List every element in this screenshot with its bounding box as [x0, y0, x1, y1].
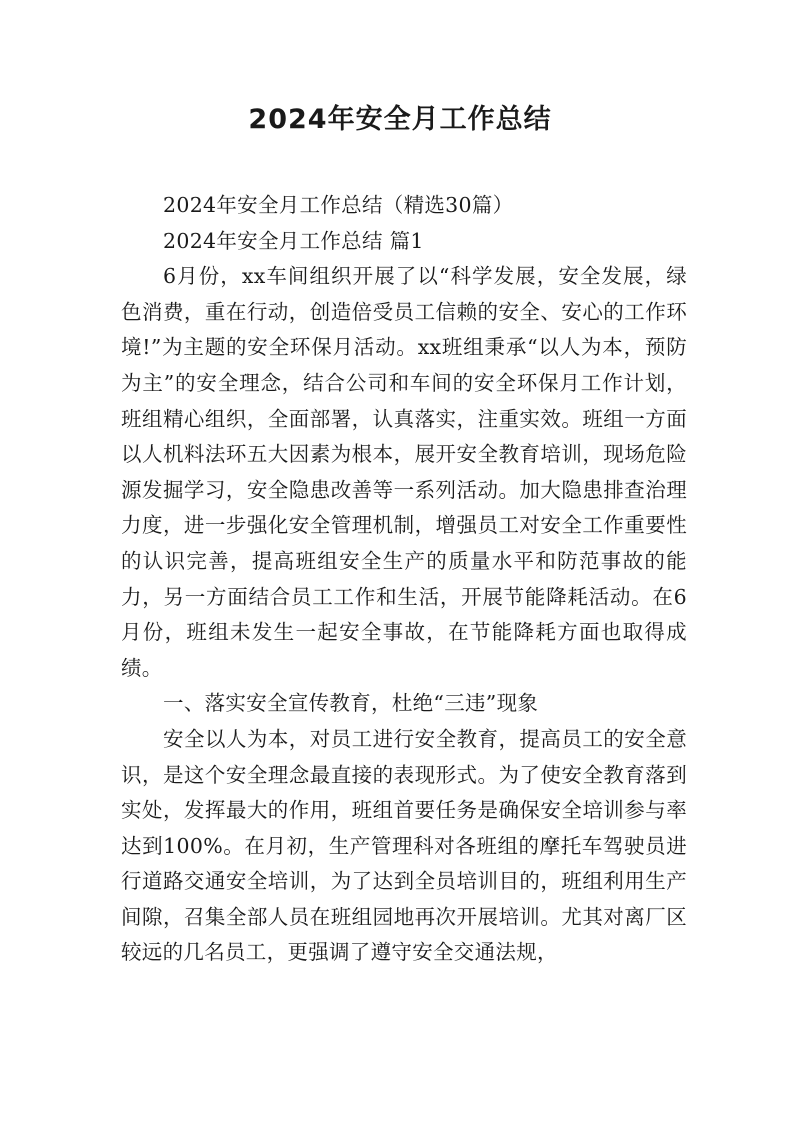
document-body: [121, 188, 687, 971]
article-heading: 2024年安全月工作总结 篇1: [163, 228, 424, 253]
body-paragraph: 6月份，xx车间组织开展了以“科学发展，安全发展，绿色消费，重在行动，创造倍受员工信赖的安全、安心的工作环境!”为主题的安全环保月活动。xx班组秉承“以人为本，预防为主”的安全理念，结合公司和车间的安全环保月工作计划，班组精心组织，全面部署，认真落实，注重实效。班组一方面以人机料法环五大因素为根本，展开安全教育培训，现场危险源发掘学习，安全隐患改善等一系列活动。加大隐患排查治理力度，进一步强化安全管理机制，增强员工对安全工作重要性的认识完善，提高班组安全生产的质量水平和防范事故的能力，另一方面结合员工工作和生活，开展节能降耗活动。在6月份，班组未发生一起安全事故，在节能降耗方面也取得成绩。: [121, 264, 687, 680]
document-title: 2024年安全月工作总结: [248, 104, 552, 135]
body-paragraph: 安全以人为本，对员工进行安全教育，提高员工的安全意识，是这个安全理念最直接的表现形式。为了使安全教育落到实处，发挥最大的作用，班组首要任务是确保安全培训参与率达到100%。在月初，生产管理科对各班组的摩托车驾驶员进行道路交通安全培训，为了达到全员培训目的，班组利用生产间隙，召集全部人员在班组园地再次开展培训。尤其对离厂区较远的几名员工，更强调了遵守安全交通法规，: [121, 726, 687, 965]
section-heading: 一、落实安全宣传教育，杜绝“三违”现象: [163, 691, 539, 716]
collection-heading: 2024年安全月工作总结（精选30篇）: [163, 193, 514, 217]
